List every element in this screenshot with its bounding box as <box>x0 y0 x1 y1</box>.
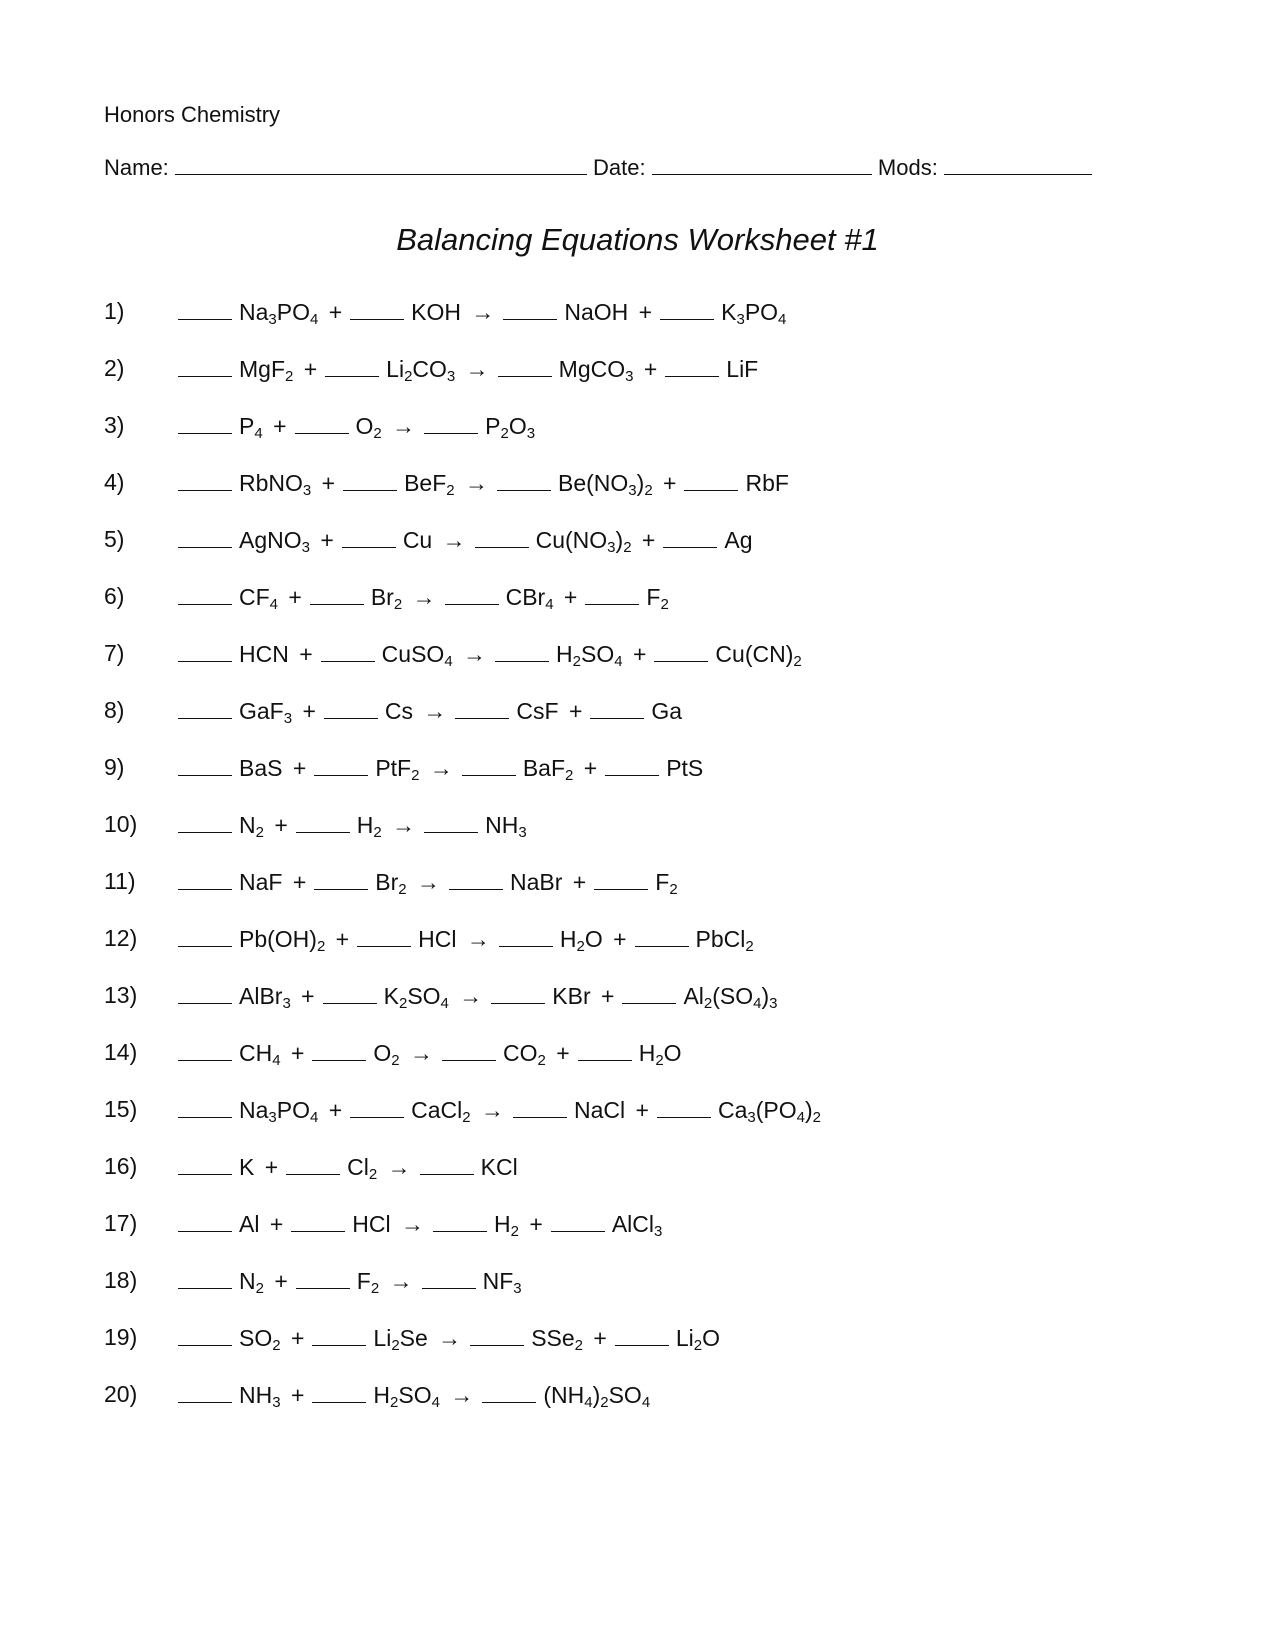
name-field[interactable] <box>175 154 587 175</box>
coefficient-blank[interactable] <box>178 982 232 1004</box>
chemical-formula: $H_2$ <box>356 812 382 841</box>
reaction-arrow-icon: → <box>381 1154 411 1180</box>
plus-sign: + <box>286 869 307 895</box>
coefficient-blank[interactable] <box>286 1153 340 1175</box>
coefficient-blank[interactable] <box>622 982 676 1004</box>
plus-sign: + <box>296 698 316 724</box>
plus-sign: + <box>557 584 578 610</box>
chemical-equation <box>178 640 802 668</box>
coefficient-blank[interactable] <box>449 868 503 890</box>
chemical-formula: PbCl$_2$ <box>695 926 754 955</box>
chemical-formula: $Li_2O$ <box>675 1325 720 1354</box>
student-info-line <box>104 154 1092 181</box>
plus-sign: + <box>292 641 313 667</box>
coefficient-blank[interactable] <box>314 868 368 890</box>
chemical-equation <box>178 1381 650 1409</box>
reaction-arrow-icon: → <box>474 1097 505 1123</box>
coefficient-blank[interactable] <box>178 1381 232 1403</box>
chemical-formula: K <box>239 1154 255 1180</box>
chemical-formula: AlCl$_3$ <box>611 1211 663 1240</box>
chemical-formula: $F_2$ <box>655 869 678 898</box>
coefficient-blank[interactable] <box>178 1153 232 1175</box>
chemical-formula: CuSO$_4$ <box>381 641 453 670</box>
problem-number: 20) <box>104 1381 138 1407</box>
coefficient-blank[interactable] <box>470 1324 524 1346</box>
date-field[interactable] <box>652 154 872 175</box>
coefficient-blank[interactable] <box>178 526 232 548</box>
plus-sign: + <box>263 1211 284 1237</box>
chemical-formula: RbF <box>745 470 789 496</box>
chemical-formula: CaCl$_2$ <box>411 1097 471 1126</box>
coefficient-blank[interactable] <box>312 1324 366 1346</box>
chemical-formula: KOH <box>411 299 461 325</box>
chemical-formula: $Al_2(SO_4)_3$ <box>683 983 778 1012</box>
reaction-arrow-icon: → <box>443 1382 474 1408</box>
problem-number: 2) <box>104 355 125 381</box>
chemical-formula: $NH_3$ <box>485 812 527 841</box>
reaction-arrow-icon: → <box>436 527 466 553</box>
problem-number: 7) <box>104 640 125 666</box>
coefficient-blank[interactable] <box>665 355 719 377</box>
chemical-formula: MgF$_2$ <box>239 356 294 385</box>
coefficient-blank[interactable] <box>350 1096 404 1118</box>
chemical-formula: NaBr <box>510 869 563 895</box>
coefficient-blank[interactable] <box>475 526 529 548</box>
reaction-arrow-icon: → <box>452 983 483 1009</box>
chemical-equation <box>178 583 669 611</box>
problem-number: 13) <box>104 982 138 1008</box>
chemical-formula: $P_2O_3$ <box>485 413 536 442</box>
coefficient-blank[interactable] <box>615 1324 669 1346</box>
problem-number: 16) <box>104 1153 138 1179</box>
chemical-formula: Al <box>239 1211 260 1237</box>
coefficient-blank[interactable] <box>312 1039 366 1061</box>
chemical-formula: $NF_3$ <box>482 1268 522 1297</box>
coefficient-blank[interactable] <box>178 925 232 947</box>
coefficient-blank[interactable] <box>178 640 232 662</box>
coefficient-blank[interactable] <box>482 1381 536 1403</box>
reaction-arrow-icon: → <box>394 1211 425 1237</box>
problem-number: 10) <box>104 811 138 837</box>
chemical-formula: BaS <box>239 755 283 781</box>
coefficient-blank[interactable] <box>178 469 232 491</box>
chemical-equation <box>178 355 758 383</box>
coefficient-blank[interactable] <box>178 298 232 320</box>
chemical-formula: GaF$_3$ <box>239 698 293 727</box>
coefficient-blank[interactable] <box>424 811 478 833</box>
coefficient-blank[interactable] <box>296 1267 350 1289</box>
reaction-arrow-icon: → <box>458 470 488 496</box>
reaction-arrow-icon: → <box>423 755 453 781</box>
coefficient-blank[interactable] <box>178 868 232 890</box>
coefficient-blank[interactable] <box>350 298 404 320</box>
coefficient-blank[interactable] <box>442 1039 496 1061</box>
chemical-formula: $CO_2$ <box>503 1040 546 1069</box>
plus-sign: + <box>258 1154 279 1180</box>
chemical-formula: RbNO$_3$ <box>239 470 312 499</box>
reaction-arrow-icon: → <box>465 299 495 325</box>
chemical-formula: MgCO$_3$ <box>558 356 634 385</box>
chemical-formula: $N_2$ <box>239 812 264 841</box>
coefficient-blank[interactable] <box>342 526 396 548</box>
chemical-equation <box>178 469 789 497</box>
plus-sign: + <box>322 1097 343 1123</box>
date-label: Date: <box>593 155 646 180</box>
chemical-equation <box>178 925 754 953</box>
reaction-arrow-icon: → <box>385 413 416 439</box>
plus-sign: + <box>284 1382 305 1408</box>
chemical-formula: BaF$_2$ <box>522 755 574 784</box>
course-name: Honors Chemistry <box>104 102 281 127</box>
problem-number: 12) <box>104 925 138 951</box>
coefficient-blank[interactable] <box>590 697 644 719</box>
chemical-formula: Ag <box>724 527 753 553</box>
problem-number: 4) <box>104 469 125 495</box>
chemical-formula: $Cl_2$ <box>347 1154 378 1183</box>
coefficient-blank[interactable] <box>684 469 738 491</box>
chemical-formula: $Br_2$ <box>375 869 407 898</box>
chemical-equation <box>178 1210 662 1238</box>
coefficient-blank[interactable] <box>178 355 232 377</box>
chemical-formula: $Br_2$ <box>370 584 403 613</box>
chemical-formula: $P_4$ <box>239 413 263 442</box>
coefficient-blank[interactable] <box>178 412 232 434</box>
chemical-formula: $Li_2CO_3$ <box>386 356 456 385</box>
reaction-arrow-icon: → <box>385 812 416 838</box>
coefficient-blank[interactable] <box>178 1039 232 1061</box>
plus-sign: + <box>587 1325 607 1351</box>
problem-number: 19) <box>104 1324 138 1350</box>
coefficient-blank[interactable] <box>495 640 549 662</box>
mods-label: Mods: <box>877 155 938 180</box>
chemical-formula: $Cu(NO_3)_2$ <box>535 527 632 556</box>
problem-number: 18) <box>104 1267 138 1293</box>
coefficient-blank[interactable] <box>433 1210 487 1232</box>
chemical-formula: CsF <box>516 698 559 724</box>
chemical-formula: $Na_3PO_4$ <box>239 1097 319 1126</box>
coefficient-blank[interactable] <box>635 925 689 947</box>
problem-number: 14) <box>104 1039 138 1065</box>
chemical-equation <box>178 412 535 440</box>
plus-sign: + <box>606 926 627 952</box>
chemical-formula: $Ca_3(PO_4)_2$ <box>717 1097 821 1126</box>
plus-sign: + <box>286 755 307 781</box>
coefficient-blank[interactable] <box>657 1096 711 1118</box>
coefficient-blank[interactable] <box>663 526 717 548</box>
plus-sign: + <box>266 413 287 439</box>
coefficient-blank[interactable] <box>594 868 648 890</box>
plus-sign: + <box>637 356 658 382</box>
chemical-formula: NaF <box>239 869 283 895</box>
chemical-formula: Ga <box>651 698 683 724</box>
chemical-formula: $O_2$ <box>355 413 382 442</box>
chemical-formula: HCN <box>239 641 289 667</box>
coefficient-blank[interactable] <box>178 697 232 719</box>
plus-sign: + <box>577 755 598 781</box>
chemical-formula: $Na_3PO_4$ <box>239 299 319 328</box>
chemical-formula: $H_2O$ <box>559 926 603 955</box>
chemical-formula: Cs <box>384 698 414 724</box>
coefficient-blank[interactable] <box>491 982 545 1004</box>
plus-sign: + <box>284 1040 305 1066</box>
problem-number: 6) <box>104 583 125 609</box>
chemical-equation <box>178 811 527 839</box>
problem-number: 5) <box>104 526 125 552</box>
coefficient-blank[interactable] <box>513 1096 567 1118</box>
plus-sign: + <box>566 869 587 895</box>
plus-sign: + <box>294 983 315 1009</box>
reaction-arrow-icon: → <box>417 698 447 724</box>
chemical-formula: $K_3PO_4$ <box>721 299 787 328</box>
plus-sign: + <box>594 983 615 1009</box>
reaction-arrow-icon: → <box>403 1040 434 1066</box>
coefficient-blank[interactable] <box>462 754 516 776</box>
problem-number: 11) <box>104 868 136 894</box>
chemical-formula: $Cu(CN)_2$ <box>715 641 802 670</box>
coefficient-blank[interactable] <box>605 754 659 776</box>
plus-sign: + <box>632 299 653 325</box>
plus-sign: + <box>626 641 647 667</box>
chemical-formula: $F_2$ <box>646 584 669 613</box>
coefficient-blank[interactable] <box>296 811 350 833</box>
problem-number: 8) <box>104 697 125 723</box>
plus-sign: + <box>562 698 583 724</box>
chemical-formula: AgNO$_3$ <box>239 527 310 556</box>
coefficient-blank[interactable] <box>314 754 368 776</box>
plus-sign: + <box>282 584 302 610</box>
coefficient-blank[interactable] <box>498 355 552 377</box>
chemical-formula: $K_2SO_4$ <box>383 983 449 1012</box>
coefficient-blank[interactable] <box>178 1324 232 1346</box>
coefficient-blank[interactable] <box>422 1267 476 1289</box>
chemical-formula: Cu <box>402 527 433 553</box>
chemical-formula: CBr$_4$ <box>505 584 554 613</box>
plus-sign: + <box>267 812 288 838</box>
plus-sign: + <box>329 926 350 952</box>
chemical-formula: $Li_2Se$ <box>373 1325 428 1354</box>
plus-sign: + <box>297 356 318 382</box>
chemical-formula: PtS <box>666 755 704 781</box>
plus-sign: + <box>635 527 656 553</box>
chemical-formula: $H_2O$ <box>638 1040 682 1069</box>
coefficient-blank[interactable] <box>312 1381 366 1403</box>
chemical-formula: BeF$_2$ <box>404 470 455 499</box>
chemical-formula: $H_2SO_4$ <box>373 1382 440 1411</box>
chemical-formula: $NH_3$ <box>239 1382 281 1411</box>
chemical-formula: KBr <box>552 983 591 1009</box>
reaction-arrow-icon: → <box>410 869 441 895</box>
chemical-formula: $H_2$ <box>494 1211 519 1240</box>
chemical-formula: $F_2$ <box>356 1268 380 1297</box>
reaction-arrow-icon: → <box>460 926 490 952</box>
chemical-equation <box>178 1267 522 1295</box>
chemical-formula: $N_2$ <box>239 1268 264 1297</box>
chemical-formula: SSe$_2$ <box>531 1325 584 1354</box>
coefficient-blank[interactable] <box>445 583 499 605</box>
plus-sign: + <box>267 1268 288 1294</box>
plus-sign: + <box>656 470 677 496</box>
plus-sign: + <box>629 1097 649 1123</box>
coefficient-blank[interactable] <box>291 1210 345 1232</box>
reaction-arrow-icon: → <box>456 641 487 667</box>
plus-sign: + <box>284 1325 305 1351</box>
reaction-arrow-icon: → <box>431 1325 462 1351</box>
plus-sign: + <box>315 470 336 496</box>
mods-field[interactable] <box>944 154 1092 175</box>
chemical-formula: $Pb(OH)_2$ <box>239 926 326 955</box>
coefficient-blank[interactable] <box>660 298 714 320</box>
coefficient-blank[interactable] <box>420 1153 474 1175</box>
coefficient-blank[interactable] <box>324 697 378 719</box>
plus-sign: + <box>313 527 334 553</box>
coefficient-blank[interactable] <box>178 1210 232 1232</box>
coefficient-blank[interactable] <box>503 298 557 320</box>
coefficient-blank[interactable] <box>325 355 379 377</box>
coefficient-blank[interactable] <box>295 412 349 434</box>
chemical-equation <box>178 1153 518 1181</box>
chemical-equation <box>178 754 703 782</box>
coefficient-blank[interactable] <box>499 925 553 947</box>
coefficient-blank[interactable] <box>497 469 551 491</box>
chemical-formula: $CH_4$ <box>239 1040 281 1069</box>
chemical-formula: $(NH_4)_2SO_4$ <box>543 1382 651 1411</box>
coefficient-blank[interactable] <box>178 811 232 833</box>
chemical-equation <box>178 868 678 896</box>
chemical-formula: LiF <box>726 356 759 382</box>
problem-number: 9) <box>104 754 125 780</box>
chemical-equation <box>178 526 753 554</box>
chemical-formula: HCl <box>352 1211 391 1237</box>
chemical-formula: HCl <box>418 926 457 952</box>
plus-sign: + <box>549 1040 570 1066</box>
coefficient-blank[interactable] <box>585 583 639 605</box>
chemical-formula: $SO_2$ <box>239 1325 281 1354</box>
coefficient-blank[interactable] <box>321 640 375 662</box>
coefficient-blank[interactable] <box>455 697 509 719</box>
chemical-equation <box>178 1039 682 1067</box>
coefficient-blank[interactable] <box>310 583 364 605</box>
coefficient-blank[interactable] <box>178 1096 232 1118</box>
chemical-equation <box>178 1096 821 1124</box>
coefficient-blank[interactable] <box>578 1039 632 1061</box>
chemical-equation <box>178 982 778 1010</box>
chemical-formula: NaCl <box>574 1097 626 1123</box>
coefficient-blank[interactable] <box>178 583 232 605</box>
coefficient-blank[interactable] <box>357 925 411 947</box>
chemical-formula: PtF$_2$ <box>375 755 420 784</box>
chemical-equation <box>178 697 682 725</box>
chemical-equation <box>178 1324 720 1352</box>
coefficient-blank[interactable] <box>551 1210 605 1232</box>
chemical-formula: KCl <box>480 1154 518 1180</box>
coefficient-blank[interactable] <box>424 412 478 434</box>
chemical-formula: $CF_4$ <box>239 584 279 613</box>
chemical-formula: NaOH <box>564 299 629 325</box>
problem-number: 17) <box>104 1210 138 1236</box>
problem-number: 1) <box>104 298 125 324</box>
coefficient-blank[interactable] <box>654 640 708 662</box>
name-label: Name: <box>104 155 169 180</box>
reaction-arrow-icon: → <box>406 584 436 610</box>
chemical-formula: AlBr$_3$ <box>239 983 291 1012</box>
reaction-arrow-icon: → <box>459 356 489 382</box>
problem-number: 15) <box>104 1096 138 1122</box>
problem-number: 3) <box>104 412 125 438</box>
worksheet-title: Balancing Equations Worksheet #1 <box>396 222 879 257</box>
chemical-equation <box>178 298 786 326</box>
coefficient-blank[interactable] <box>343 469 397 491</box>
plus-sign: + <box>522 1211 543 1237</box>
plus-sign: + <box>322 299 343 325</box>
reaction-arrow-icon: → <box>383 1268 413 1294</box>
chemical-formula: $Be(NO_3)_2$ <box>558 470 653 499</box>
chemical-formula: $H_2SO_4$ <box>556 641 623 670</box>
coefficient-blank[interactable] <box>178 1267 232 1289</box>
coefficient-blank[interactable] <box>178 754 232 776</box>
chemical-formula: $O_2$ <box>373 1040 400 1069</box>
coefficient-blank[interactable] <box>323 982 377 1004</box>
